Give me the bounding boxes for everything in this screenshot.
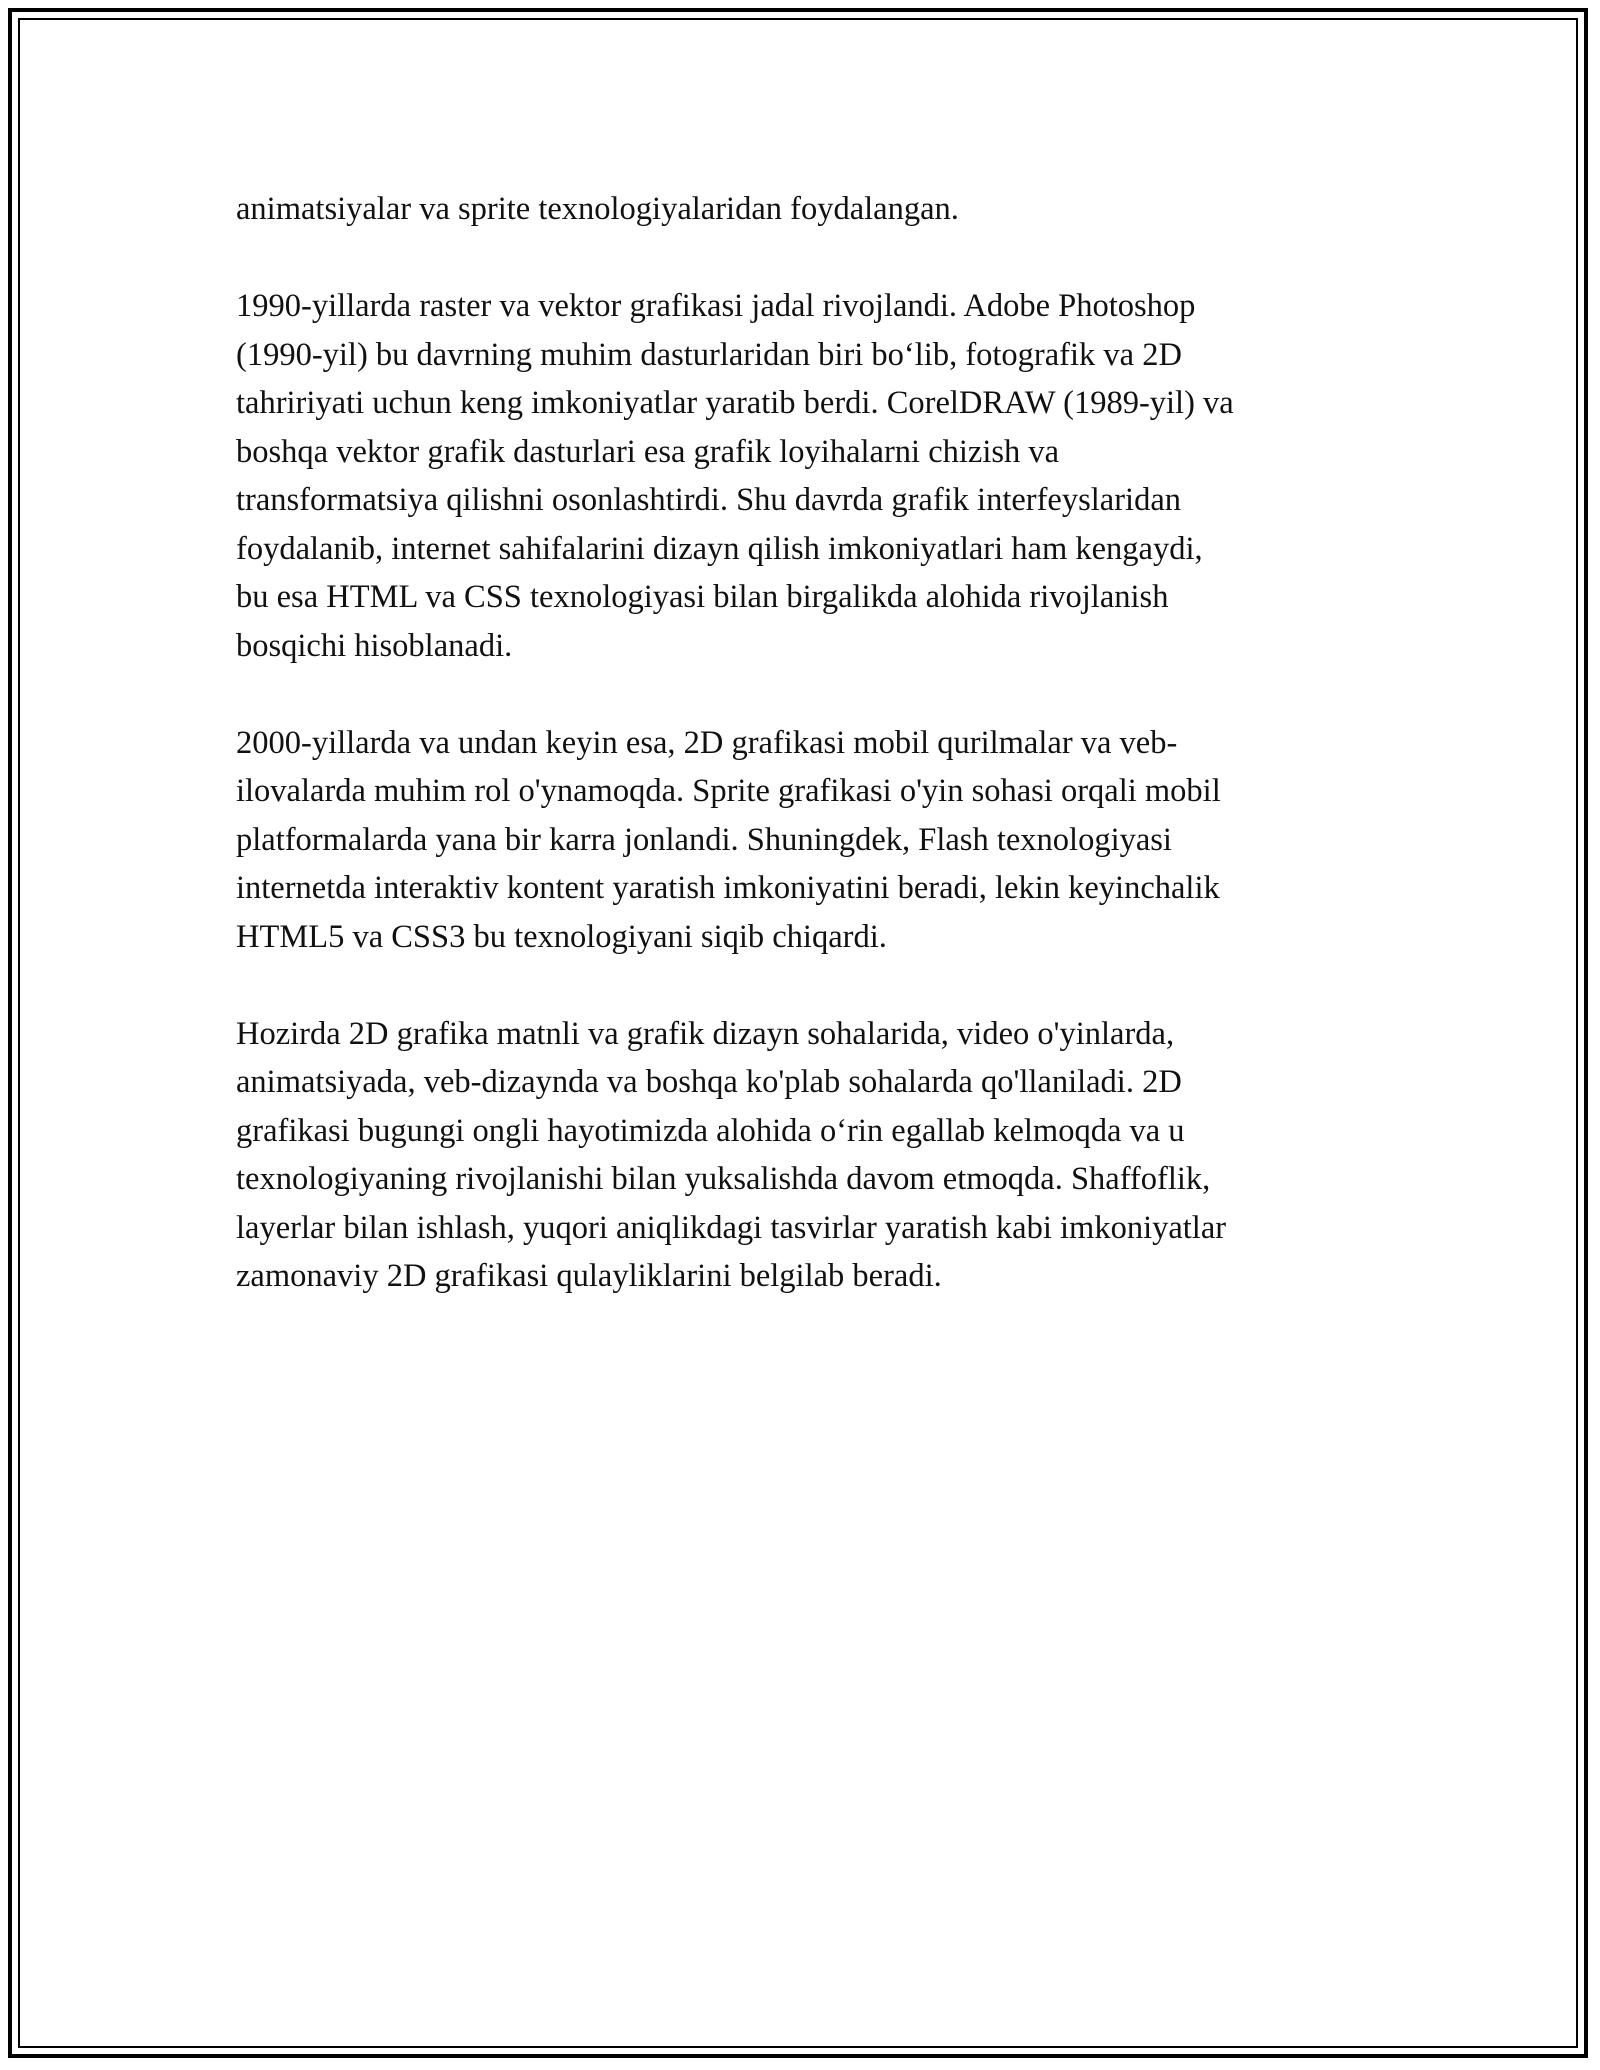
text-line: boshqa vektor grafik dasturlari esa grafik loyihalarni chizish va	[236, 433, 1060, 470]
text-line: foydalanib, internet sahifalarini dizayn qilish imkoniyatlari ham kengaydi,	[236, 530, 1203, 567]
text-line: bu esa HTML va CSS texnologiyasi bilan birgalikda alohida rivojlanish	[236, 579, 1169, 615]
text-line: zamonaviy 2D grafikasi qulayliklarini belgilab beradi.	[236, 1258, 942, 1294]
text-line: transformatsiya qilishni osonlashtirdi. Shu davrda grafik interfeyslaridan	[236, 482, 1181, 518]
text-line: animatsiyalar va sprite texnologiyalaridan foydalangan.	[236, 191, 959, 227]
text-line: 2000-yillarda va undan keyin esa, 2D grafikasi mobil qurilmalar va veb-	[236, 724, 1178, 761]
paragraph-2	[236, 282, 1376, 670]
paragraph-3	[236, 719, 1376, 962]
text-line: 1990-yillarda raster va vektor grafikasi jadal rivojlandi. Adobe Photoshop	[236, 288, 1196, 324]
text-line: animatsiyada, veb-dizaynda va boshqa ko'plab sohalarda qo'llaniladi. 2D	[236, 1064, 1182, 1100]
text-line: bosqichi hisoblanadi.	[236, 627, 513, 664]
document-body	[236, 185, 1376, 1349]
text-line: ilovalarda muhim rol o'ynamoqda. Sprite grafikasi o'yin sohasi orqali mobil	[236, 773, 1221, 809]
text-line: platformalarda yana bir karra jonlandi. Shuningdek, Flash texnologiyasi	[236, 821, 1172, 858]
paragraph-4	[236, 1010, 1376, 1301]
text-line: grafikasi bugungi ongli hayotimizda alohida o‘rin egallab kelmoqda va u	[236, 1112, 1185, 1149]
text-line: texnologiyaning rivojlanishi bilan yuksalishda davom etmoqda. Shaffoflik,	[236, 1161, 1211, 1197]
text-line: HTML5 va CSS3 bu texnologiyani siqib chiqardi.	[236, 918, 887, 955]
text-line: (1990-yil) bu davrning muhim dasturlaridan biri bo‘lib, fotografik va 2D	[236, 336, 1182, 373]
paragraph-1	[236, 185, 1376, 234]
text-line: tahririyati uchun keng imkoniyatlar yaratib berdi. CorelDRAW (1989-yil) va	[236, 385, 1234, 421]
text-line: internetda interaktiv kontent yaratish imkoniyatini beradi, lekin keyinchalik	[236, 870, 1220, 906]
text-line: Hozirda 2D grafika matnli va grafik dizayn sohalarida, video o'yinlarda,	[236, 1015, 1175, 1052]
text-line: layerlar bilan ishlash, yuqori aniqlikdagi tasvirlar yaratish kabi imkoniyatlar	[236, 1209, 1227, 1246]
